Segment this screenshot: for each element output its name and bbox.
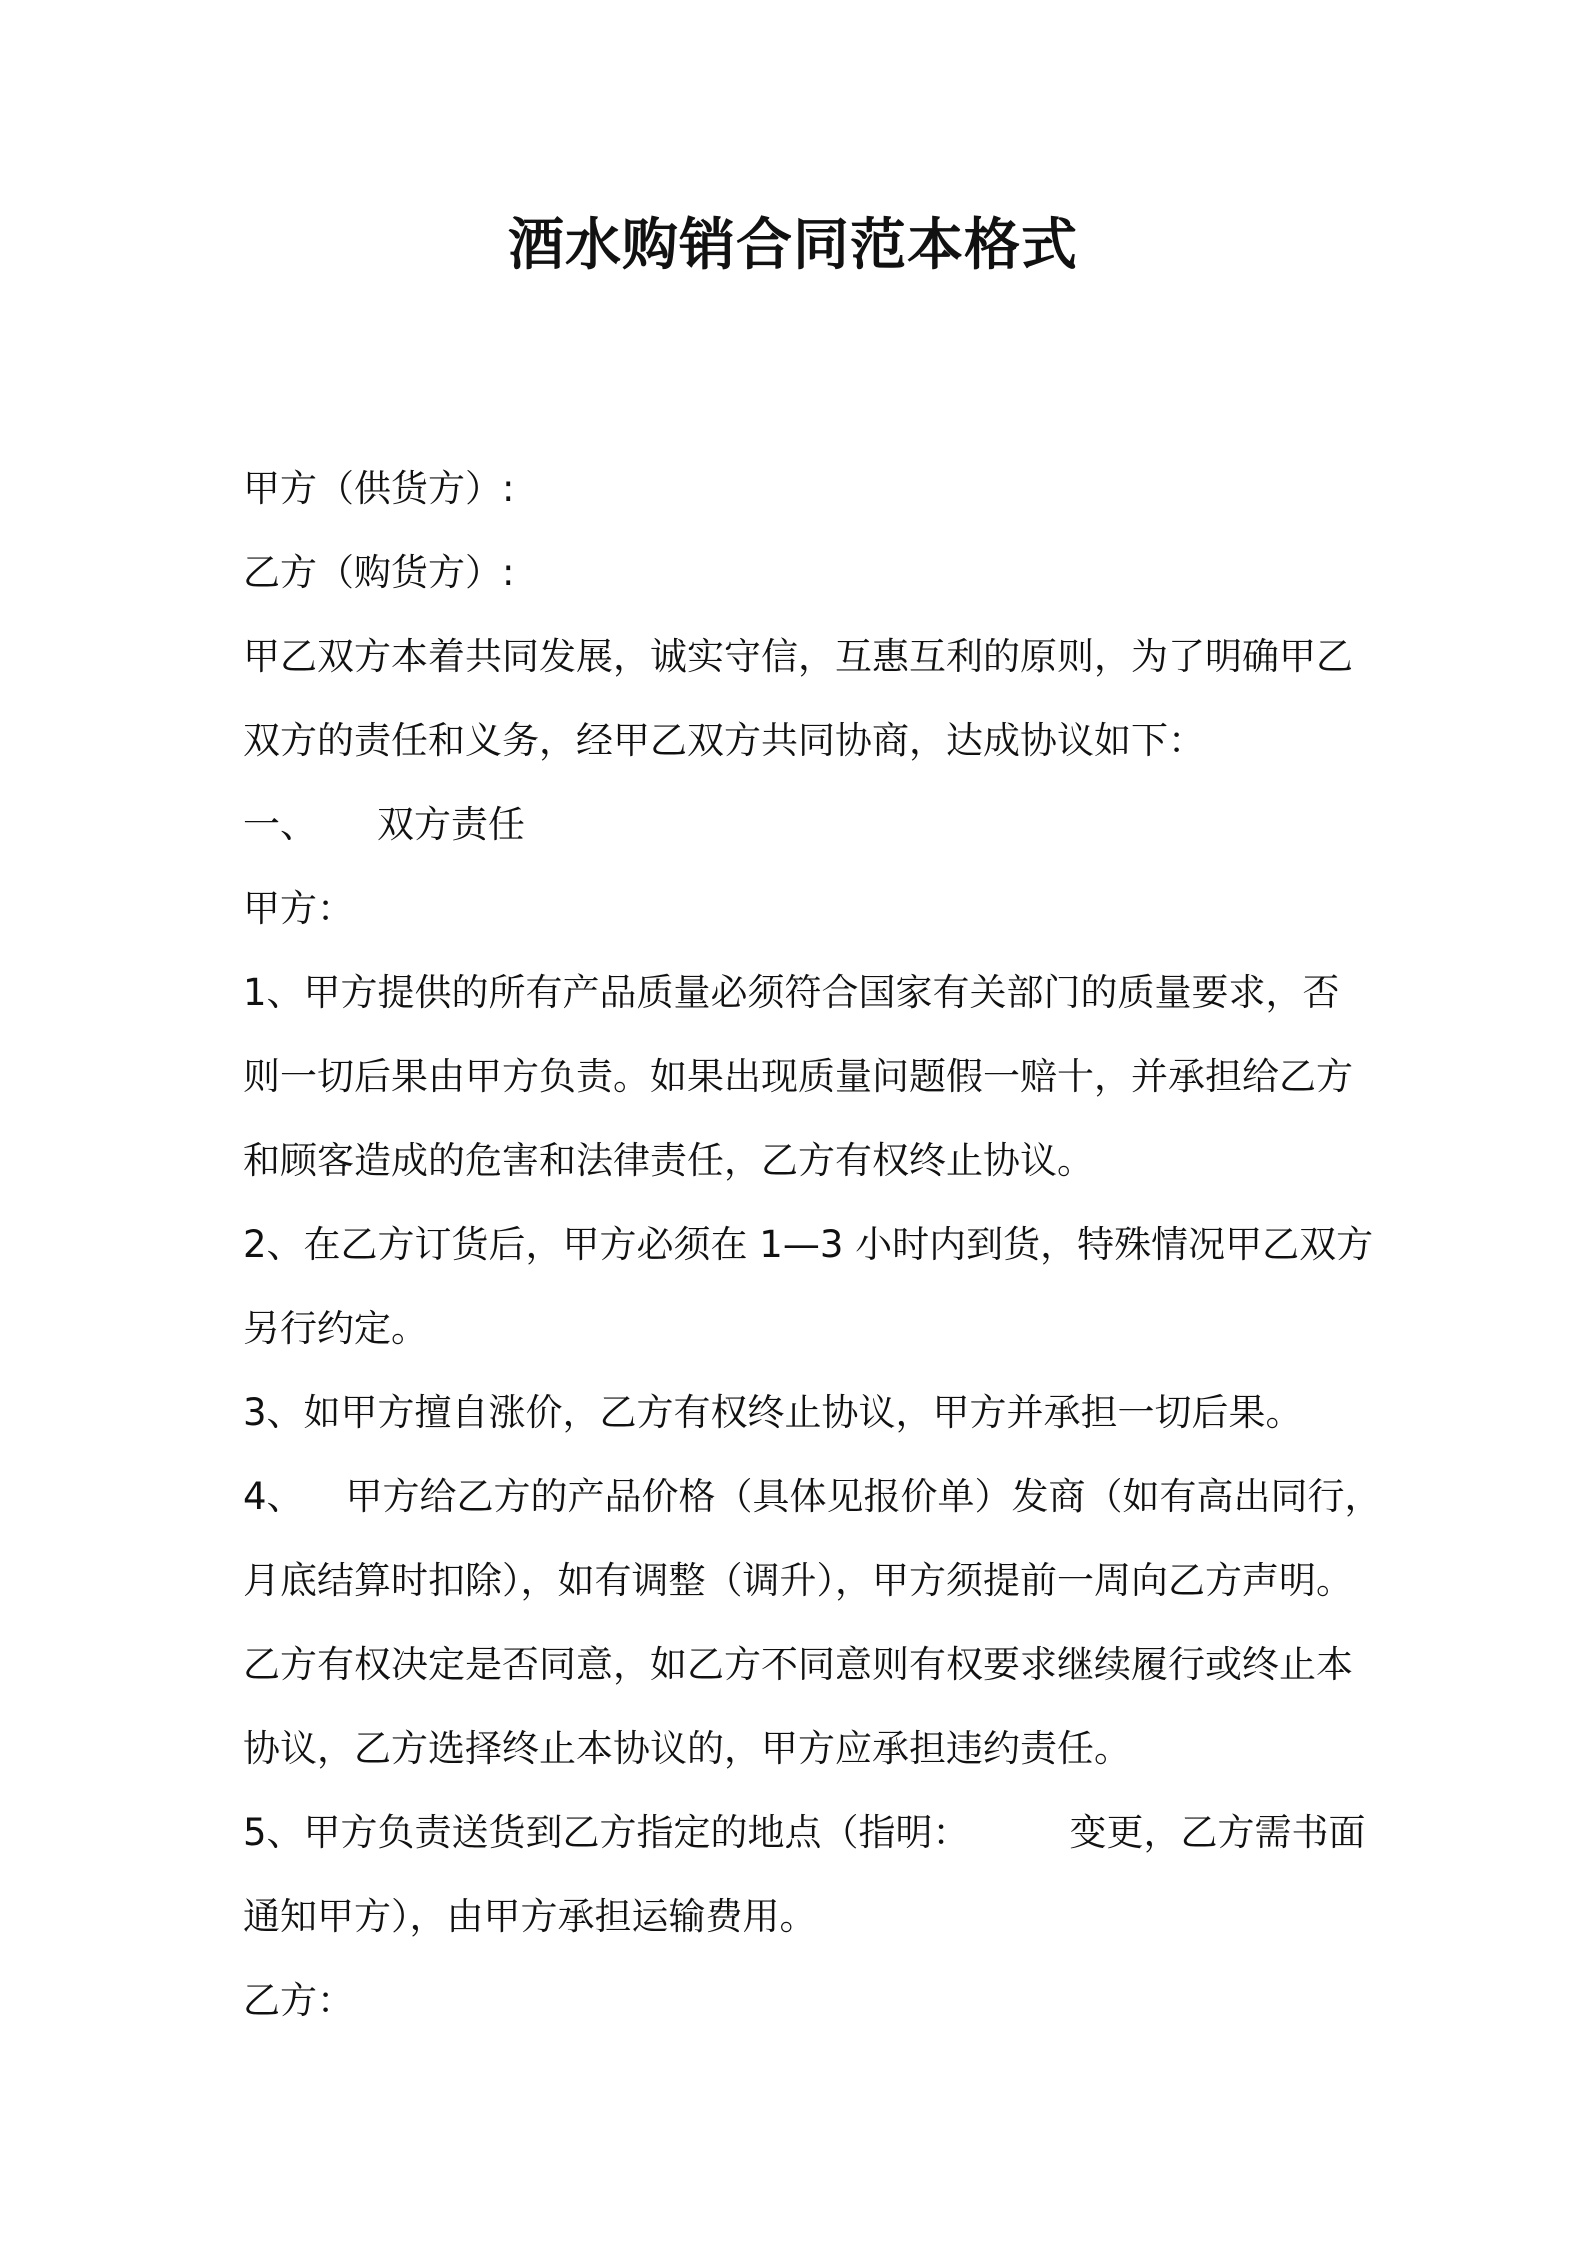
clause-1-line-3: 和顾客造成的危害和法律责任，乙方有权终止协议。: [243, 1139, 1094, 1182]
clause-4-line-4: 协议，乙方选择终止本协议的，甲方应承担违约责任。: [243, 1727, 1131, 1770]
clause-1-line-1: 1、甲方提供的所有产品质量必须符合国家有关部门的质量要求，否: [243, 971, 1340, 1014]
clause-4-line-3: 乙方有权决定是否同意，如乙方不同意则有权要求继续履行或终止本: [243, 1643, 1353, 1686]
party-b-label: 乙方：: [243, 1979, 354, 2022]
section-number: 一、: [243, 803, 317, 846]
clause-5-line-2: 通知甲方），由甲方承担运输费用。: [243, 1895, 817, 1938]
clause-2-line-2: 另行约定。: [243, 1307, 428, 1350]
party-a-label: 甲方：: [243, 887, 354, 930]
clause-5-line-1: [243, 1791, 1366, 1875]
section-title: 双方责任: [377, 803, 525, 846]
clause-1-line-2: 则一切后果由甲方负责。如果出现质量问题假一赔十，并承担给乙方: [243, 1055, 1353, 1098]
document-body: [243, 447, 1382, 2043]
clause-2-line-1: 2、在乙方订货后，甲方必须在 1—3 小时内到货，特殊情况甲乙双方: [243, 1223, 1374, 1266]
clause-4-number: 4、: [243, 1475, 304, 1518]
section-heading: [243, 783, 1358, 867]
clause-5-part-2: 变更，乙方需书面: [1069, 1811, 1366, 1854]
clause-4-text-1: 甲方给乙方的产品价格（具体见报价单）发商（如有高出同行，: [345, 1475, 1382, 1518]
preamble-line-2: 双方的责任和义务，经甲乙双方共同协商，达成协议如下：: [243, 719, 1205, 762]
clause-4-line-2: 月底结算时扣除），如有调整（调升），甲方须提前一周向乙方声明。: [243, 1559, 1353, 1602]
document-title: 酒水购销合同范本格式: [508, 213, 1078, 278]
party-b-line: 乙方（购货方）:: [243, 551, 515, 594]
clause-5-part-1: 5、甲方负责送货到乙方指定的地点（指明：: [243, 1811, 970, 1854]
preamble-line-1: 甲乙双方本着共同发展，诚实守信，互惠互利的原则，为了明确甲乙: [243, 635, 1353, 678]
party-a-line: 甲方（供货方）:: [243, 467, 515, 510]
clause-4-line-1: [243, 1455, 1382, 1539]
clause-3-line: 3、如甲方擅自涨价，乙方有权终止协议，甲方并承担一切后果。: [243, 1391, 1303, 1434]
